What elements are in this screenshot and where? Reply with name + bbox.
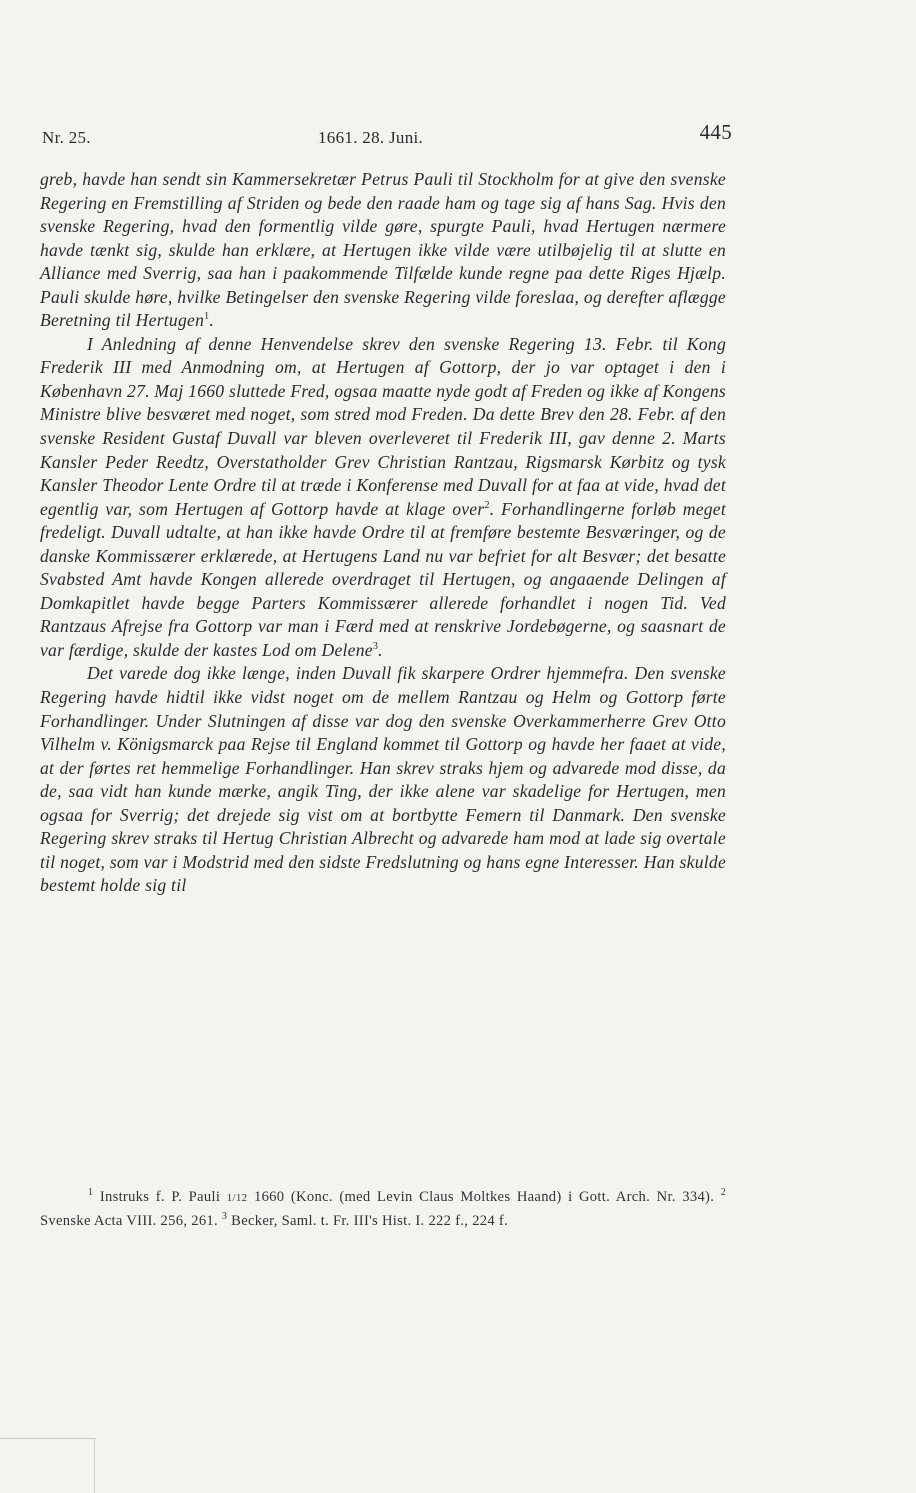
paragraph-1-end: . bbox=[209, 310, 215, 331]
footnote-block bbox=[40, 1186, 726, 1234]
paragraph-2-text-a: I Anledning af denne Henvendelse skrev den svenske Regering 13. Febr. til Kong Frederik III med Anmodning om, at Hertugen af Gottorp, der jo var optaget i den i København 27. Maj 1660 sluttede Fred, ogsaa maatte nyde godt af Freden og ikke af Kongens Ministre blive besværet med noget, som stred mod Freden. Da dette Brev den 28. Febr. af den svenske Resident Gustaf Duvall var bleven overleveret til Frederik III, gav denne 2. Marts Kansler Peder Reedtz, Overstatholder Grev Christian Rantzau, Rigsmarsk Kørbitz og tysk Kansler Theodor Lente Ordre til at træde i Konferense med Duvall for at faa at vide, hvad det egentlig var, som Hertugen af Gottorp havde at klage over bbox=[40, 333, 726, 519]
scan-edge-line bbox=[0, 1438, 96, 1439]
document-date: 1661. 28. Juni. bbox=[318, 128, 424, 147]
paragraph-2 bbox=[40, 333, 726, 663]
footnote-2-text: Svenske Acta VIII. 256, 261. bbox=[40, 1213, 222, 1230]
paragraph-1 bbox=[40, 168, 726, 333]
paragraph-3 bbox=[40, 662, 726, 897]
footnote-ref-1: 1 bbox=[204, 311, 210, 323]
main-text bbox=[40, 168, 726, 898]
footnote-ref-2: 2 bbox=[484, 499, 490, 511]
paragraph-1-text: greb, havde han sendt sin Kammersekretær Petrus Pauli til Stockholm for at give den svenske Regering en Fremstilling af Striden og bede den raade ham og tage sig af hans Sag. Hvis den svenske Regering, hvad den formentlig vilde gøre, spurgte Pauli, hvad Hertugen nærmere havde tænkt sig, skulde han erklære, at Hertugen ikke vilde være utilbøjelig til at slutte en Alliance med Sverrig, saa han i paakommende Tilfælde kunde regne paa dette Riges Hjælp. Pauli skulde høre, hvilke Betingelser den svenske Regering vilde foreslaa, og derefter aflægge Beretning til Hertugen bbox=[40, 169, 726, 331]
page-header bbox=[42, 120, 732, 154]
document-number: Nr. 25. bbox=[42, 128, 91, 147]
footnote-1-text-a: Instruks f. P. Pauli bbox=[93, 1189, 227, 1205]
paragraph-2-end: . bbox=[378, 639, 383, 660]
footnote-3-text: Becker, Saml. t. Fr. III's Hist. I. 222 f., 224 f. bbox=[227, 1213, 509, 1230]
footnote-number-2: 2 bbox=[720, 1187, 726, 1199]
paragraph-2-text-b: . Forhandlingerne forløb meget fredeligt. Duvall udtalte, at han ikke havde Ordre til at fremføre bestemte Besværinger, og de danske Kommissærer erklærede, at Hertugens Land nu var befriet for alt Besvær; det besatte Svabsted Amt havde Kongen allerede overdraget til Hertugen, og angaaende Delingen af Domkapitlet havde begge Parters Kommissærer allerede forhandlet i nogen Tid. Ved Rantzaus Afrejse fra Gottorp var man i Færd med at renskrive Jordebøgerne, og saasnart de var færdige, skulde der kastes Lod om Delene bbox=[40, 498, 726, 660]
paragraph-3-text: Det varede dog ikke længe, inden Duvall fik skarpere Ordrer hjemmefra. Den svenske Regering havde hidtil ikke vidst noget om de mellem Rantzau og Helm og Gottorp førte Forhandlinger. Under Slutningen af disse var dog den svenske Overkammerherre Grev Otto Vilhelm v. Königsmarck paa Rejse til England kommet til Gottorp og havde her faaet at vide, at der førtes ret hemmelige Forhandlinger. Han skrev straks hjem og advarede mod disse, da de, saa vidt han kunde mærke, angik Ting, der ikke alene var skadelige for Hertugen, men ogsaa for Sverrig; det drejede sig vist om at bortbytte Femern til Danmark. Den svenske Regering skrev straks til Hertug Christian Albrecht og advarede ham mod at lade sig overtale til noget, som var i Modstrid med den sidste Fredslutning og hans egne Interesser. Han skulde bestemt holde sig til bbox=[40, 663, 726, 896]
footnote-ref-3: 3 bbox=[372, 641, 379, 653]
page-number: 445 bbox=[699, 120, 732, 144]
footnote-number-3: 3 bbox=[221, 1211, 228, 1223]
footnote-1-text-b: 1660 (Konc. (med Levin Claus Moltkes Haand) i Gott. Arch. Nr. 334). bbox=[247, 1189, 721, 1205]
footnote-number-1: 1 bbox=[88, 1187, 94, 1199]
footnote-1-fraction: 1/12 bbox=[226, 1192, 248, 1204]
scan-edge-line-vertical bbox=[94, 1438, 95, 1493]
footnotes bbox=[40, 1186, 726, 1234]
